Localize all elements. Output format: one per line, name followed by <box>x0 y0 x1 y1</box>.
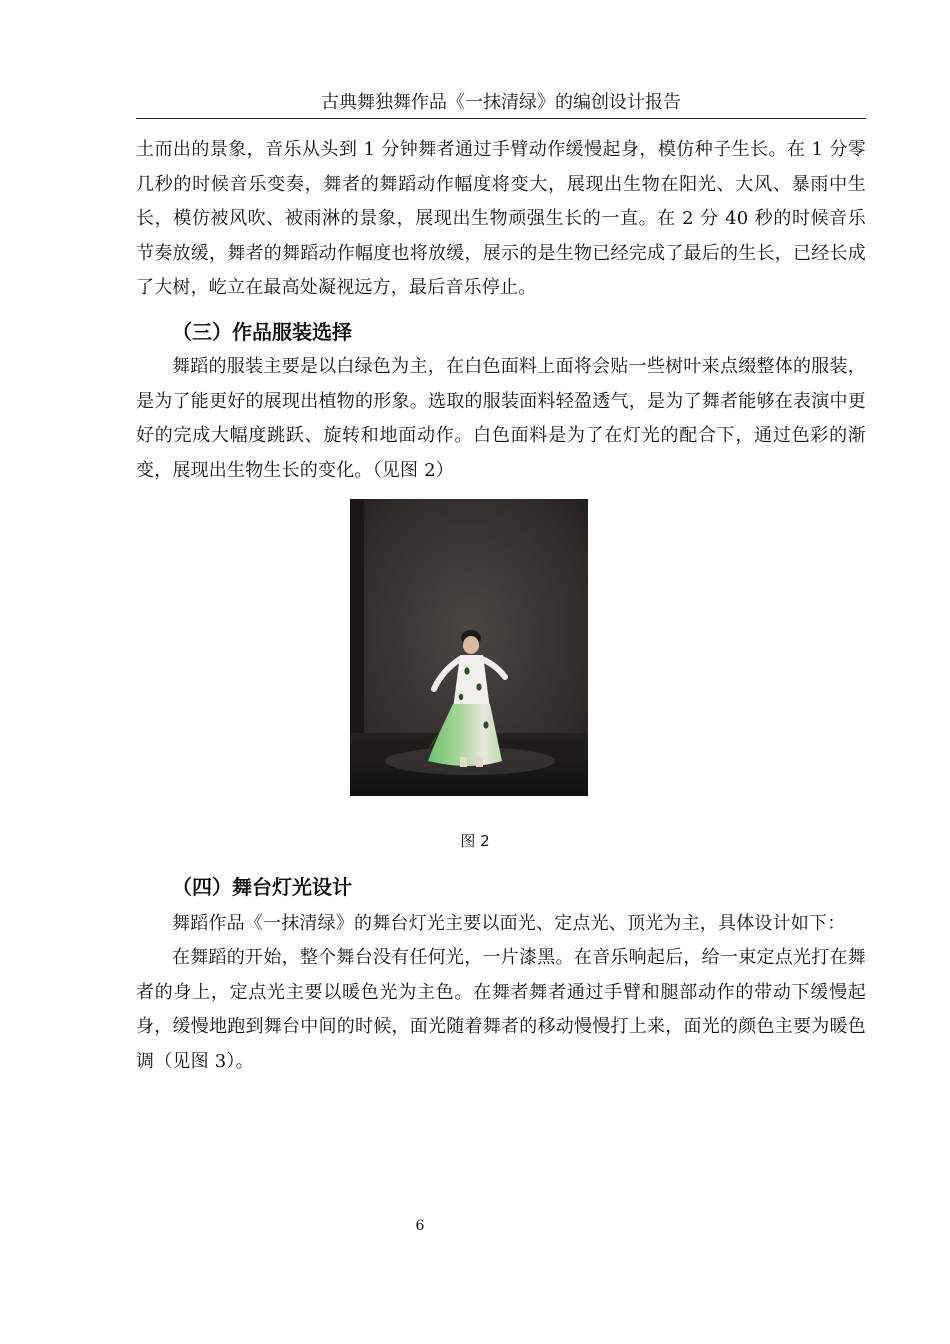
dancer-image <box>350 499 588 796</box>
running-header: 古典舞独舞作品《一抹清绿》的编创设计报告 <box>136 92 866 119</box>
dance-photo <box>350 499 588 796</box>
section-heading-costume: （三）作品服装选择 <box>172 320 352 344</box>
costume-paragraph: 舞蹈的服装主要是以白绿色为主，在白色面料上面将会贴一些树叶来点缀整体的服装，是为了能更好的展现出植物的形象。选取的服装面料轻盈透气，是为了舞者能够在表演中更好的完成大幅度跳跃、旋转和地面动作。白色面料是为了在灯光的配合下，通过色彩的渐变，展现出生物生长的变化。（见图 2） <box>136 356 866 481</box>
page-number: 6 <box>415 1218 425 1234</box>
figure-caption: 图 2 <box>460 832 490 850</box>
intro-paragraph: 土而出的景象，音乐从头到 1 分钟舞者通过手臂动作缓慢起身，模仿种子生长。在 1 分零几秒的时候音乐变奏，舞者的舞蹈动作幅度将变大，展现出生物在阳光、大风、暴雨中生长，模仿被风吹、被雨淋的景象，展现出生物顽强生长的一直。在 2 分 40 秒的时候音乐节奏放缓，舞者的舞蹈动作幅度也将放缓，展示的是生物已经完成了最后的生长，已经长成了大树，屹立在最高处凝视远方，最后音乐停止。 <box>136 139 866 298</box>
lighting-intro-paragraph: 舞蹈作品《一抹清绿》的舞台灯光主要以面光、定点光、顶光为主，具体设计如下： <box>172 913 846 934</box>
section-heading-lighting: （四）舞台灯光设计 <box>172 875 352 899</box>
lighting-detail-paragraph: 在舞蹈的开始，整个舞台没有任何光，一片漆黑。在音乐响起后，给一束定点光打在舞者的身上，定点光主要以暖色光为主色。在舞者舞者通过手臂和腿部动作的带动下缓慢起身，缓慢地跑到舞台中间的时候，面光随着舞者的移动慢慢打上来，面光的颜色主要为暖色调（见图 3）。 <box>136 947 866 1072</box>
